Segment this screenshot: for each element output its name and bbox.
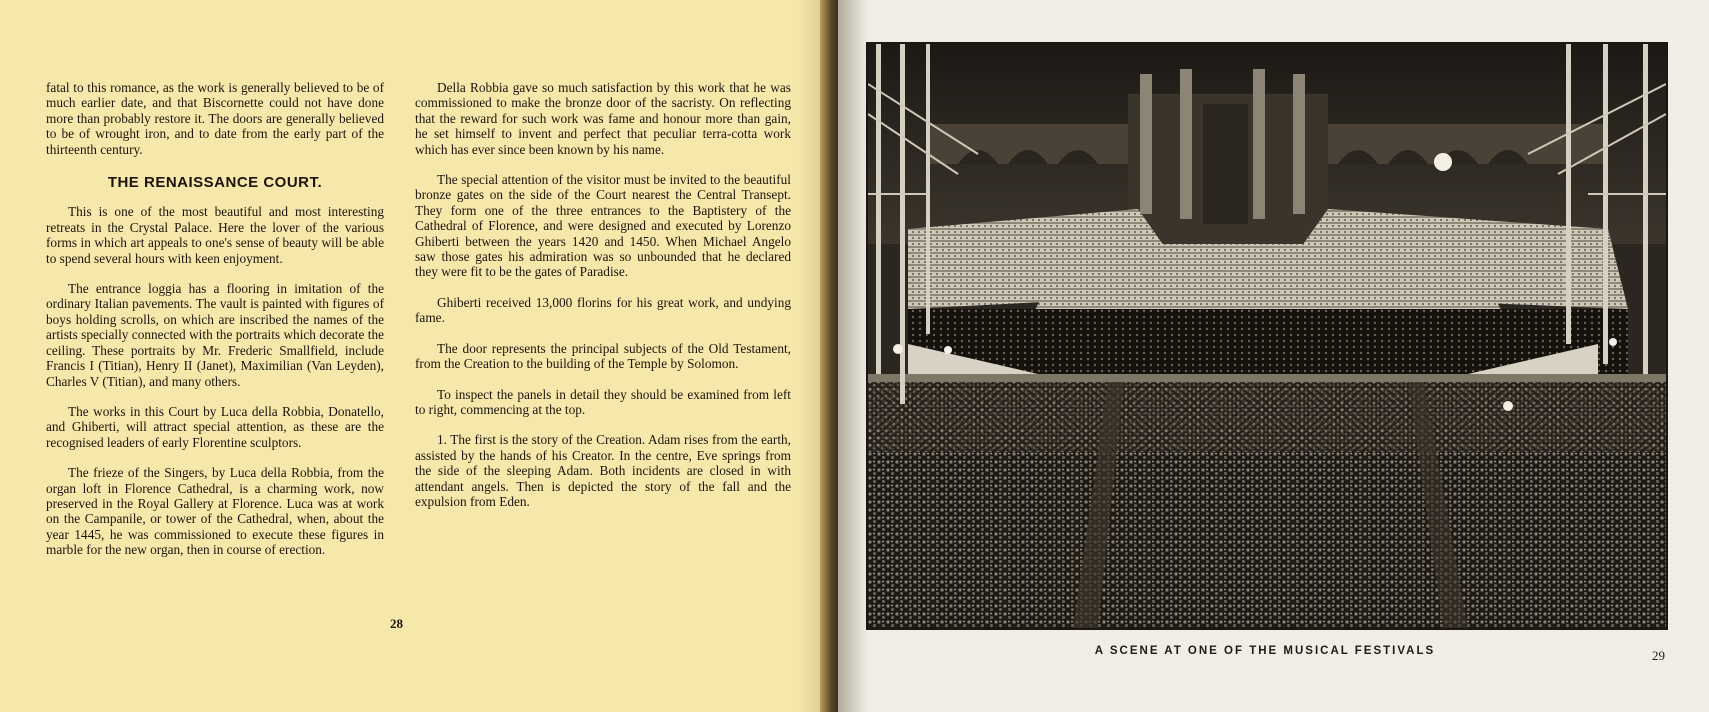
paragraph: The works in this Court by Luca della Robbia, Donatello, and Ghiberti, will attract special attention, as these are the recognised leaders of early Florentine sculptors.: [46, 403, 384, 450]
paragraph: Ghiberti received 13,000 florins for his great work, and undying fame.: [415, 294, 791, 326]
page-number-right: 29: [1652, 648, 1665, 663]
left-column: [46, 80, 384, 573]
left-page: [0, 0, 838, 712]
paragraph: Della Robbia gave so much satisfaction by this work that he was commissioned to make the bronze door of the sacristy. On reflecting that the reward for such work was fame and honour more than gain, he set himself to invent and perfect that peculiar terra-cotta work which has ever since been known by his name.: [415, 80, 791, 157]
paragraph: The special attention of the visitor must be invited to the beautiful bronze gates on the side of the Court nearest the Central Transept. They form one of the three entrances to the Baptistery of the Cathedral of Florence, and were designed and executed by Lorenzo Ghiberti between the years 1420 and 1450. When Michael Angelo saw those gates his admiration was so unbounded that he declared they were fit to be the gates of Paradise.: [415, 172, 791, 280]
paragraph: The entrance loggia has a flooring in imitation of the ordinary Italian pavements. The vault is painted with figures of boys holding scrolls, on which are inscribed the names of the artists specially connected with the portraits which decorate the ceiling. These portraits by Mr. Frederic Smallfield, include Francis I (Titian), Henry II (Janet), Maximilian (Van Leyden), Charles V (Titian), and many others.: [46, 281, 384, 389]
paragraph: This is one of the most beautiful and most interesting retreats in the Crystal Palace. Here the lover of the various forms in which art appeals to one's sense of beauty will be able to spend several hours with keen enjoyment.: [46, 204, 384, 266]
festival-photograph: [866, 42, 1668, 630]
paragraph: The door represents the principal subjects of the Old Testament, from the Creation to the building of the Temple by Solomon.: [415, 340, 791, 372]
section-heading: THE RENAISSANCE COURT.: [107, 174, 323, 192]
gutter-shadow: [838, 0, 868, 712]
page-number-left: 28: [390, 616, 403, 631]
paragraph: 1. The first is the story of the Creation. Adam rises from the earth, assisted by the hands of his Creator. In the centre, Eve springs from the side of the sleeping Adam. Both incidents are closed in with attendant angels. Then is depicted the story of the fall and the expulsion from Eden.: [415, 432, 791, 509]
right-column: [415, 80, 791, 524]
book-spine: [820, 0, 838, 712]
paragraph: The frieze of the Singers, by Luca della Robbia, from the organ loft in Florence Cathedral, is a charming work, now preserved in the Royal Gallery at Florence. Luca was at work on the Campanile, or tower of the Cathedral, when, about the year 1445, he was commissioned to execute these figures in marble for the new organ, then in course of erection.: [46, 465, 384, 558]
paragraph: fatal to this romance, as the work is generally believed to be of much earlier date, and that Biscornette could not have done more than probably restore it. The doors are generally believed to be of wrought iron, and to date from the early part of the thirteenth century.: [46, 80, 384, 157]
paragraph: To inspect the panels in detail they should be examined from left to right, commencing at the top.: [415, 386, 791, 417]
photo-caption: A SCENE AT ONE OF THE MUSICAL FESTIVALS: [1094, 645, 1436, 657]
